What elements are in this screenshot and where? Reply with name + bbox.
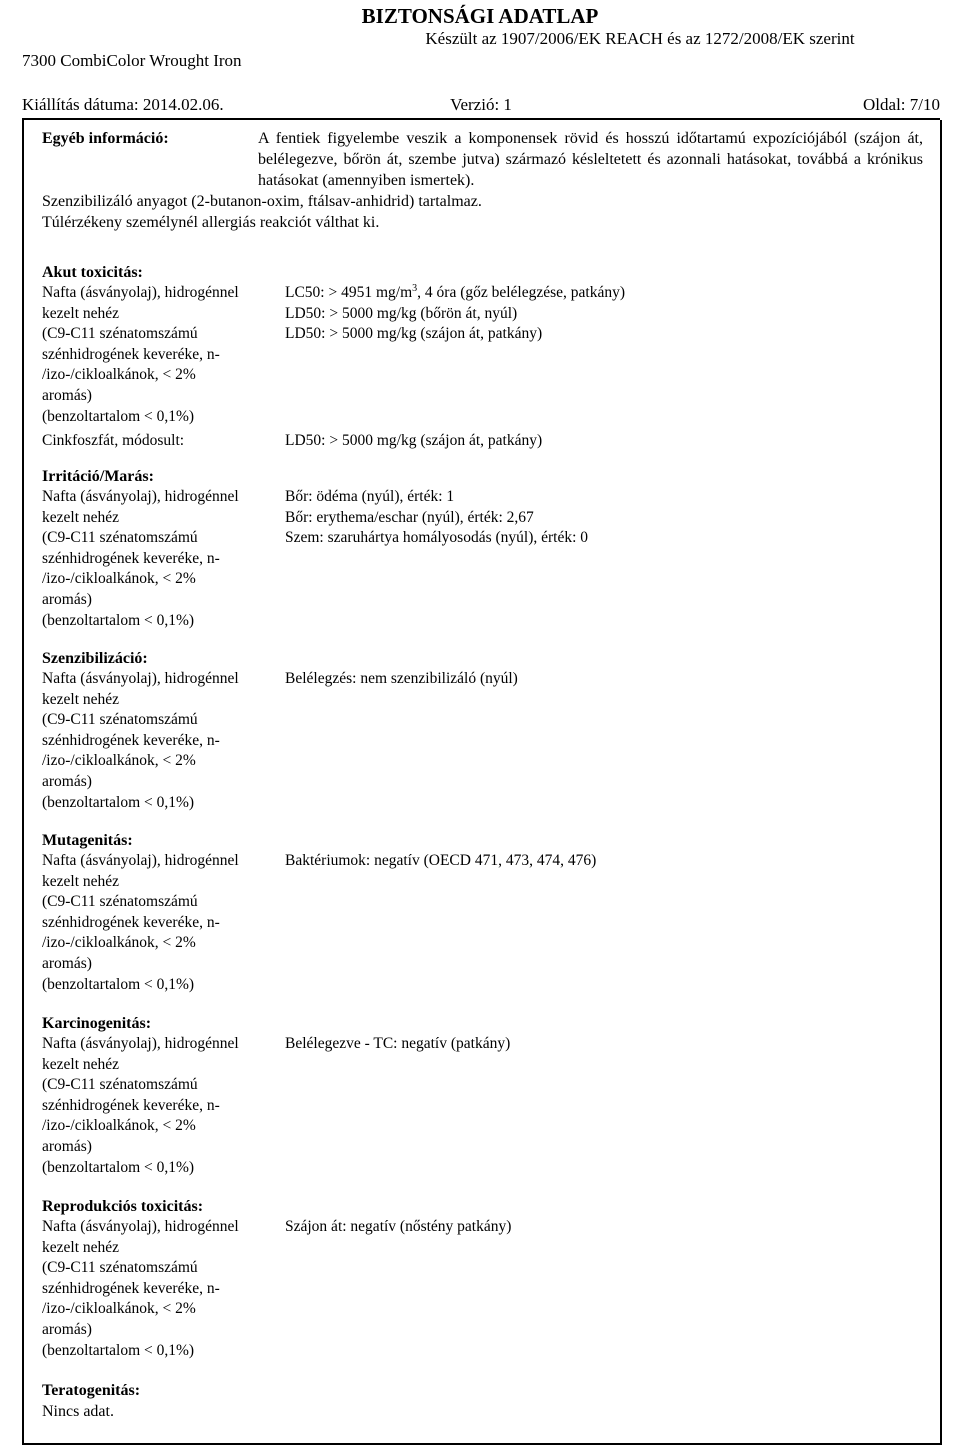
substance-line: (C9-C11 szénatomszámú xyxy=(42,1076,198,1094)
substance-line: (C9-C11 szénatomszámú xyxy=(42,1259,198,1277)
version: Verzió: 1 xyxy=(450,95,512,114)
substance-line: aromás) xyxy=(42,590,92,608)
irritation-results xyxy=(285,487,905,549)
substance-line: kezelt nehéz xyxy=(42,690,120,708)
page-number: Oldal: 7/10 xyxy=(863,95,940,114)
substance-line: kezelt nehéz xyxy=(42,508,120,526)
substance-line: /izo-/cikloalkánok, < 2% xyxy=(42,570,196,588)
substance-line: Nafta (ásványolaj), hidrogénnel xyxy=(42,1035,239,1052)
substance-line: /izo-/cikloalkánok, < 2% xyxy=(42,752,196,770)
allergy-note: Túlérzékeny személynél allergiás reakciót válthat ki. xyxy=(42,214,380,231)
substance-line: aromás) xyxy=(42,386,92,404)
substance-line: (benzoltartalom < 0,1%) xyxy=(42,975,195,993)
result-line: Bőr: erythema/eschar (nyúl), érték: 2,67 xyxy=(285,508,534,526)
substance-line: aromás) xyxy=(42,772,92,790)
substance-line: (benzoltartalom < 0,1%) xyxy=(42,1341,195,1359)
substance-line: szénhidrogének keveréke, n- xyxy=(42,549,220,567)
substance-line: szénhidrogének keveréke, n- xyxy=(42,1279,220,1297)
issue-date: Kiállítás dátuma: 2014.02.06. xyxy=(22,95,224,114)
substance-name xyxy=(42,1034,267,1178)
section-mutagenicity xyxy=(42,830,922,995)
reproductive-results xyxy=(285,1217,905,1238)
zinc-phosphate-result: LD50: > 5000 mg/kg (szájon át, patkány) xyxy=(285,432,543,449)
result-line: Szem: szaruhártya homályosodás (nyúl), érték: 0 xyxy=(285,529,589,547)
lc50-unit-exponent: 3 xyxy=(412,282,418,294)
section-acute-toxicity xyxy=(42,262,922,449)
substance-line: szénhidrogének keveréke, n- xyxy=(42,731,220,749)
section-reproductive-toxicity xyxy=(42,1196,922,1361)
substance-name xyxy=(42,851,267,995)
result-line: Belélegezve - TC: negatív (patkány) xyxy=(285,1035,511,1052)
substance-name xyxy=(42,487,267,631)
substance-line: Nafta (ásványolaj), hidrogénnel xyxy=(42,852,239,869)
substance-line: kezelt nehéz xyxy=(42,872,120,890)
substance-line: aromás) xyxy=(42,1320,92,1338)
result-line: Szájon át: negatív (nőstény patkány) xyxy=(285,1218,512,1235)
substance-line: (C9-C11 szénatomszámú xyxy=(42,711,198,729)
substance-line: szénhidrogének keveréke, n- xyxy=(42,1096,220,1114)
section-teratogenicity xyxy=(42,1380,922,1422)
section-title: Irritáció/Marás: xyxy=(42,468,154,485)
substance-line: aromás) xyxy=(42,954,92,972)
section-title: Akut toxicitás: xyxy=(42,264,143,281)
substance-line: Nafta (ásványolaj), hidrogénnel xyxy=(42,488,239,505)
section-title: Teratogenitás: xyxy=(42,1382,141,1399)
product-name: 7300 CombiColor Wrought Iron xyxy=(22,51,242,70)
ld50-oral: LD50: > 5000 mg/kg (szájon át, patkány) xyxy=(285,325,543,343)
mutagenicity-results xyxy=(285,851,905,872)
zinc-phosphate-label: Cinkfoszfát, módosult: xyxy=(42,432,185,449)
substance-line: (C9-C11 szénatomszámú xyxy=(42,893,198,911)
section-title: Reprodukciós toxicitás: xyxy=(42,1198,204,1215)
document-title: BIZTONSÁGI ADATLAP xyxy=(361,4,599,28)
substance-name xyxy=(42,1217,267,1361)
substance-line: (benzoltartalom < 0,1%) xyxy=(42,611,195,629)
sensitizer-note: Szenzibilizáló anyagot (2-butanon-oxim, ftálsav-anhidrid) tartalmaz. xyxy=(42,193,482,210)
ld50-dermal: LD50: > 5000 mg/kg (bőrön át, nyúl) xyxy=(285,304,518,322)
substance-line: /izo-/cikloalkánok, < 2% xyxy=(42,366,196,384)
substance-line: szénhidrogének keveréke, n- xyxy=(42,913,220,931)
substance-name xyxy=(42,283,267,427)
section-irritation xyxy=(42,466,922,631)
lc50-conditions: , 4 óra (gőz belélegzése, patkány) xyxy=(417,284,626,301)
substance-line: kezelt nehéz xyxy=(42,1055,120,1073)
other-info-text: A fentiek figyelembe veszik a komponensek rövid és hosszú időtartamú expozíciójából (szájon át, belélegezve, bőrön át, szembe jutva) származó késleltetett és azonnali hatásokat, továbbá a krónikus hatásokat (amennyiben ismertek). xyxy=(258,130,923,189)
section-carcinogenicity xyxy=(42,1013,922,1178)
substance-line: Nafta (ásványolaj), hidrogénnel xyxy=(42,1218,239,1235)
no-data-text: Nincs adat. xyxy=(42,1403,114,1420)
regulation-subtitle: Készült az 1907/2006/EK REACH és az 1272/2008/EK szerint xyxy=(425,29,855,48)
substance-line: (benzoltartalom < 0,1%) xyxy=(42,1158,195,1176)
other-info-label: Egyéb információ: xyxy=(42,130,169,147)
lc50-value: LC50: > 4951 mg/m xyxy=(285,284,413,301)
carcinogenicity-results xyxy=(285,1034,905,1055)
substance-line: /izo-/cikloalkánok, < 2% xyxy=(42,1117,196,1135)
substance-line: /izo-/cikloalkánok, < 2% xyxy=(42,1300,196,1318)
substance-line: kezelt nehéz xyxy=(42,304,120,322)
section-title: Karcinogenitás: xyxy=(42,1015,152,1032)
substance-line: (C9-C11 szénatomszámú xyxy=(42,325,198,343)
sensitization-results xyxy=(285,669,905,690)
substance-line: (benzoltartalom < 0,1%) xyxy=(42,793,195,811)
result-line: Baktériumok: negatív (OECD 471, 473, 474, 476) xyxy=(285,852,597,869)
substance-name xyxy=(42,669,267,813)
substance-line: (C9-C11 szénatomszámú xyxy=(42,529,198,547)
section-sensitization xyxy=(42,648,922,813)
result-line: Belélegzés: nem szenzibilizáló (nyúl) xyxy=(285,670,518,687)
substance-line: Nafta (ásványolaj), hidrogénnel xyxy=(42,284,239,301)
section-title: Szenzibilizáció: xyxy=(42,650,148,667)
substance-line: Nafta (ásványolaj), hidrogénnel xyxy=(42,670,239,687)
substance-line: (benzoltartalom < 0,1%) xyxy=(42,407,195,425)
substance-line: aromás) xyxy=(42,1137,92,1155)
substance-line: /izo-/cikloalkánok, < 2% xyxy=(42,934,196,952)
substance-line: kezelt nehéz xyxy=(42,1238,120,1256)
substance-line: szénhidrogének keveréke, n- xyxy=(42,345,220,363)
lc50-inhalation xyxy=(285,283,905,304)
section-title: Mutagenitás: xyxy=(42,832,133,849)
acute-results xyxy=(285,283,905,345)
result-line: Bőr: ödéma (nyúl), érték: 1 xyxy=(285,488,455,505)
